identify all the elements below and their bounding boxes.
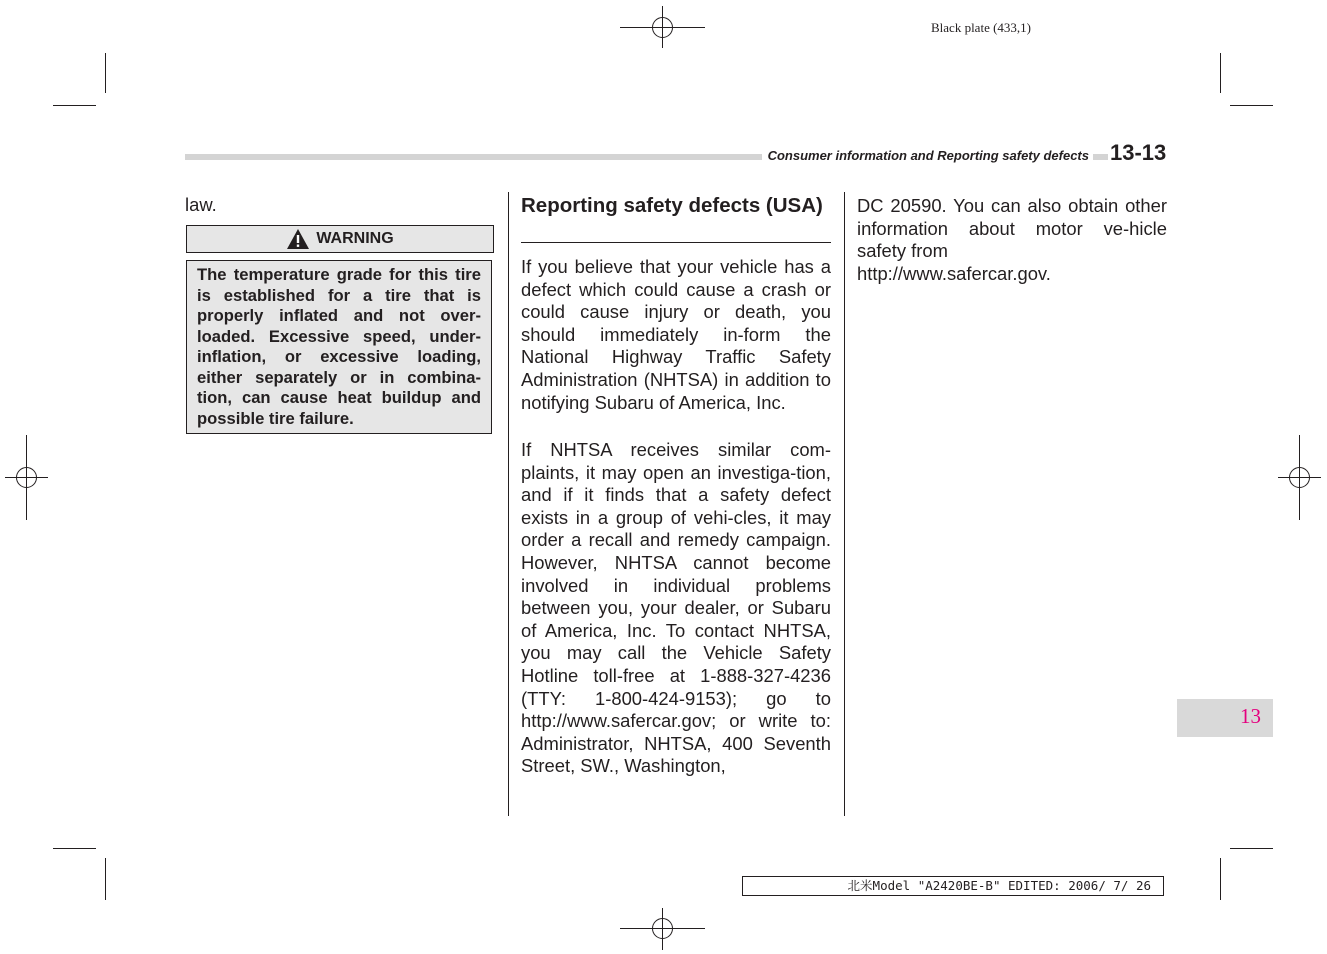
paragraph-2: If NHTSA receives similar com-plaints, it may open an investiga-tion, and if it finds that a safety defect exists in a group of vehi-cles, it may order a recall and remedy campaign. However, NHTSA cannot become involved in individual problems between you, your dealer, or Subaru of America, Inc. To contact NHTSA, you may call the Vehicle Safety Hotline toll-free at 1-888-327-4236 (TTY: 1-800-424-9153); go to http://www.safercar.gov; or write to: Administrator, NHTSA, 400 Seventh Street, SW., Washington, (521, 439, 831, 777)
page-number: 13-13 (1110, 140, 1167, 165)
warning-triangle-icon (286, 228, 310, 250)
continued-text: law. (185, 194, 217, 215)
paragraph-3: DC 20590. You can also obtain other information about motor ve-hicle safety from (857, 195, 1167, 262)
column-3-text (857, 195, 1167, 285)
safercar-link-text: http://www.safercar.gov. (857, 262, 1051, 284)
chapter-tab-number: 13 (1240, 704, 1261, 728)
warning-header (186, 225, 494, 253)
section-title-rule (521, 242, 831, 243)
plate-label: Black plate (433,1) (931, 20, 1031, 35)
paragraph-1: If you believe that your vehicle has a defect which could cause a crash or could cause injury or death, you should immediately in-form the National Highway Traffic Safety Administration (NHTSA) in addition to notifying Subaru of America, Inc. (521, 256, 831, 413)
warning-label: WARNING (316, 230, 394, 247)
section-title: Reporting safety defects (USA) (521, 194, 823, 217)
header-title: Consumer information and Reporting safety defects (762, 148, 1093, 163)
footer-edit-info: 北米Model "A2420BE-B" EDITED: 2006/ 7/ 26 (742, 876, 1164, 896)
chapter-tab (1177, 699, 1273, 737)
warning-body: The temperature grade for this tire is established for a tire that is properly inflated and not over-loaded. Excessive speed, under-inflation, or excessive loading, either separately or in combina-tion, can cause heat buildup and possible tire failure. (186, 260, 492, 434)
column-divider-1 (508, 192, 509, 816)
column-divider-2 (844, 192, 845, 816)
